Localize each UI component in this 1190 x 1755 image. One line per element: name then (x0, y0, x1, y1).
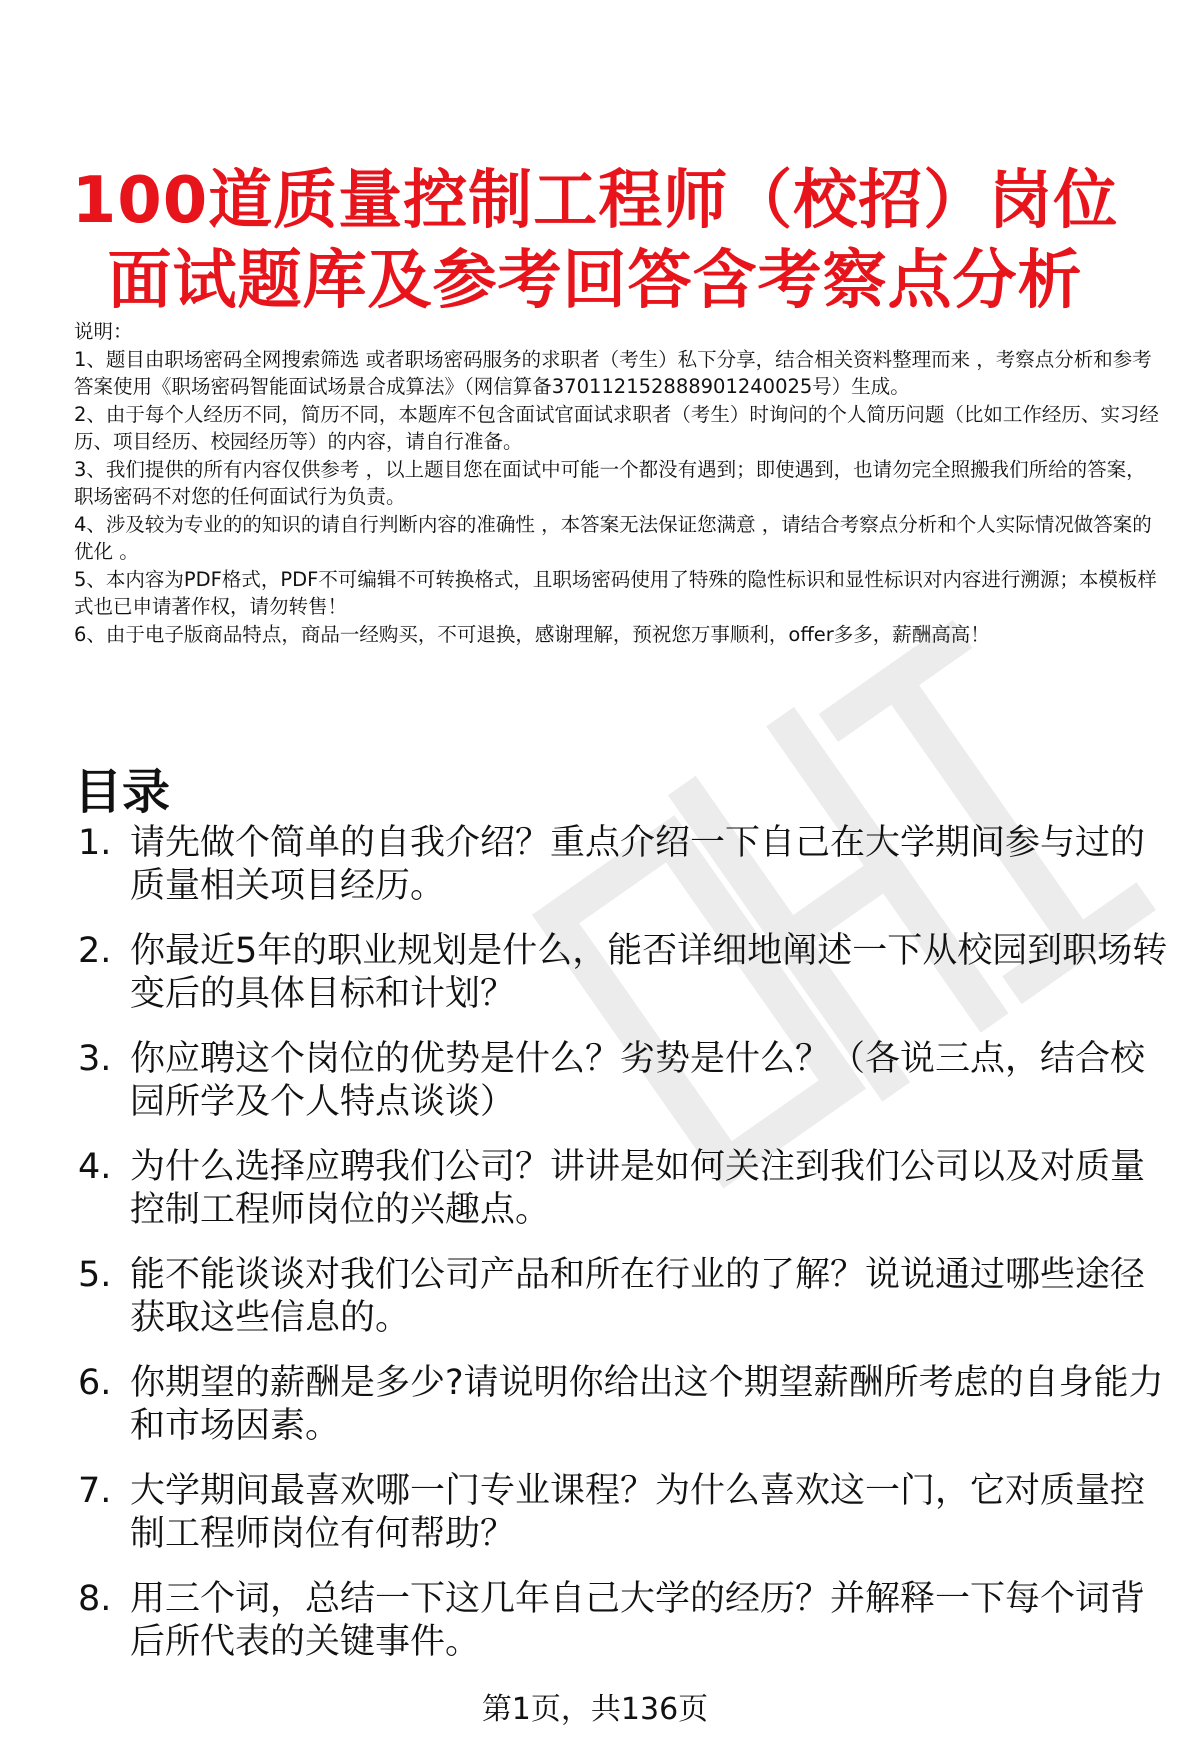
toc-item-number: 6. (78, 1363, 112, 1403)
toc-list (74, 822, 1169, 1686)
instruction-item: 5、本内容为PDF格式，PDF不可编辑不可转换格式，且职场密码使用了特殊的隐性标识和显性标识对内容进行溯源；本模板样式也已申请著作权，请勿转售！ (74, 567, 1157, 618)
toc-item-text: 能不能谈谈对我们公司产品和所在行业的了解？说说通过哪些途径获取这些信息的。 (130, 1255, 1146, 1338)
toc-item-number: 1. (78, 823, 112, 863)
instruction-item: 4、涉及较为专业的的知识的请自行判断内容的准确性 ，本答案无法保证您满意 ，请结合考察点分析和个人实际情况做答案的优化 。 (74, 512, 1152, 563)
instruction-item: 2、由于每个人经历不同，简历不同，本题库不包含面试官面试求职者（考生）时询问的个人简历问题（比如工作经历、实习经历、项目经历、校园经历等）的内容，请自行准备。 (74, 402, 1159, 453)
page-number: 第1页，共136页 (481, 1692, 709, 1727)
toc-item-number: 2. (78, 931, 112, 971)
toc-item-text: 你最近5年的职业规划是什么，能否详细地阐述一下从校园到职场转变后的具体目标和计划？ (130, 931, 1168, 1014)
toc-item-text: 用三个词，总结一下这几年自己大学的经历？并解释一下每个词背后所代表的关键事件。 (130, 1579, 1146, 1662)
toc-item-text: 请先做个简单的自我介绍？重点介绍一下自己在大学期间参与过的质量相关项目经历。 (130, 823, 1146, 906)
toc-item[interactable] (74, 822, 1169, 908)
title-line-1: 100道质量控制工程师（校招）岗位 (71, 163, 1119, 238)
document-title (40, 161, 1150, 321)
toc-heading: 目录 (74, 763, 171, 820)
toc-item[interactable] (74, 1470, 1169, 1556)
instructions-section (74, 318, 1164, 648)
toc-item[interactable] (74, 1362, 1169, 1448)
toc-item-text: 你期望的薪酬是多少?请说明你给出这个期望薪酬所考虑的自身能力和市场因素。 (130, 1363, 1164, 1446)
toc-item-text: 你应聘这个岗位的优势是什么？劣势是什么？（各说三点，结合校园所学及个人特点谈谈） (130, 1039, 1146, 1122)
toc-item[interactable] (74, 1146, 1169, 1232)
instruction-item: 3、我们提供的所有内容仅供参考 ，以上题目您在面试中可能一个都没有遇到；即使遇到，也请勿完全照搬我们所给的答案，职场密码不对您的任何面试行为负责。 (74, 457, 1146, 508)
toc-item-text: 大学期间最喜欢哪一门专业课程？为什么喜欢这一门，它对质量控制工程师岗位有何帮助？ (130, 1471, 1146, 1554)
title-line-2: 面试题库及参考回答含考察点分析 (107, 243, 1083, 318)
toc-item[interactable] (74, 1038, 1169, 1124)
toc-item-number: 3. (78, 1039, 112, 1079)
toc-item[interactable] (74, 930, 1169, 1016)
toc-item-number: 4. (78, 1147, 112, 1187)
instructions-heading: 说明： (74, 320, 133, 343)
toc-item-number: 7. (78, 1471, 112, 1511)
toc-item[interactable] (74, 1578, 1169, 1664)
toc-item-number: 5. (78, 1255, 112, 1295)
toc-item-text: 为什么选择应聘我们公司？讲讲是如何关注到我们公司以及对质量控制工程师岗位的兴趣点。 (130, 1147, 1146, 1230)
instruction-item: 1、题目由职场密码全网搜索筛选 或者职场密码服务的求职者（考生）私下分享，结合相关资料整理而来 ，考察点分析和参考答案使用《职场密码智能面试场景合成算法》（网信算备370112152888901240025号）生成。 (74, 347, 1152, 398)
toc-item[interactable] (74, 1254, 1169, 1340)
instruction-item: 6、由于电子版商品特点，商品一经购买，不可退换，感谢理解，预祝您万事顺利，offer多多，薪酬高高！ (74, 622, 990, 646)
toc-item-number: 8. (78, 1579, 112, 1619)
